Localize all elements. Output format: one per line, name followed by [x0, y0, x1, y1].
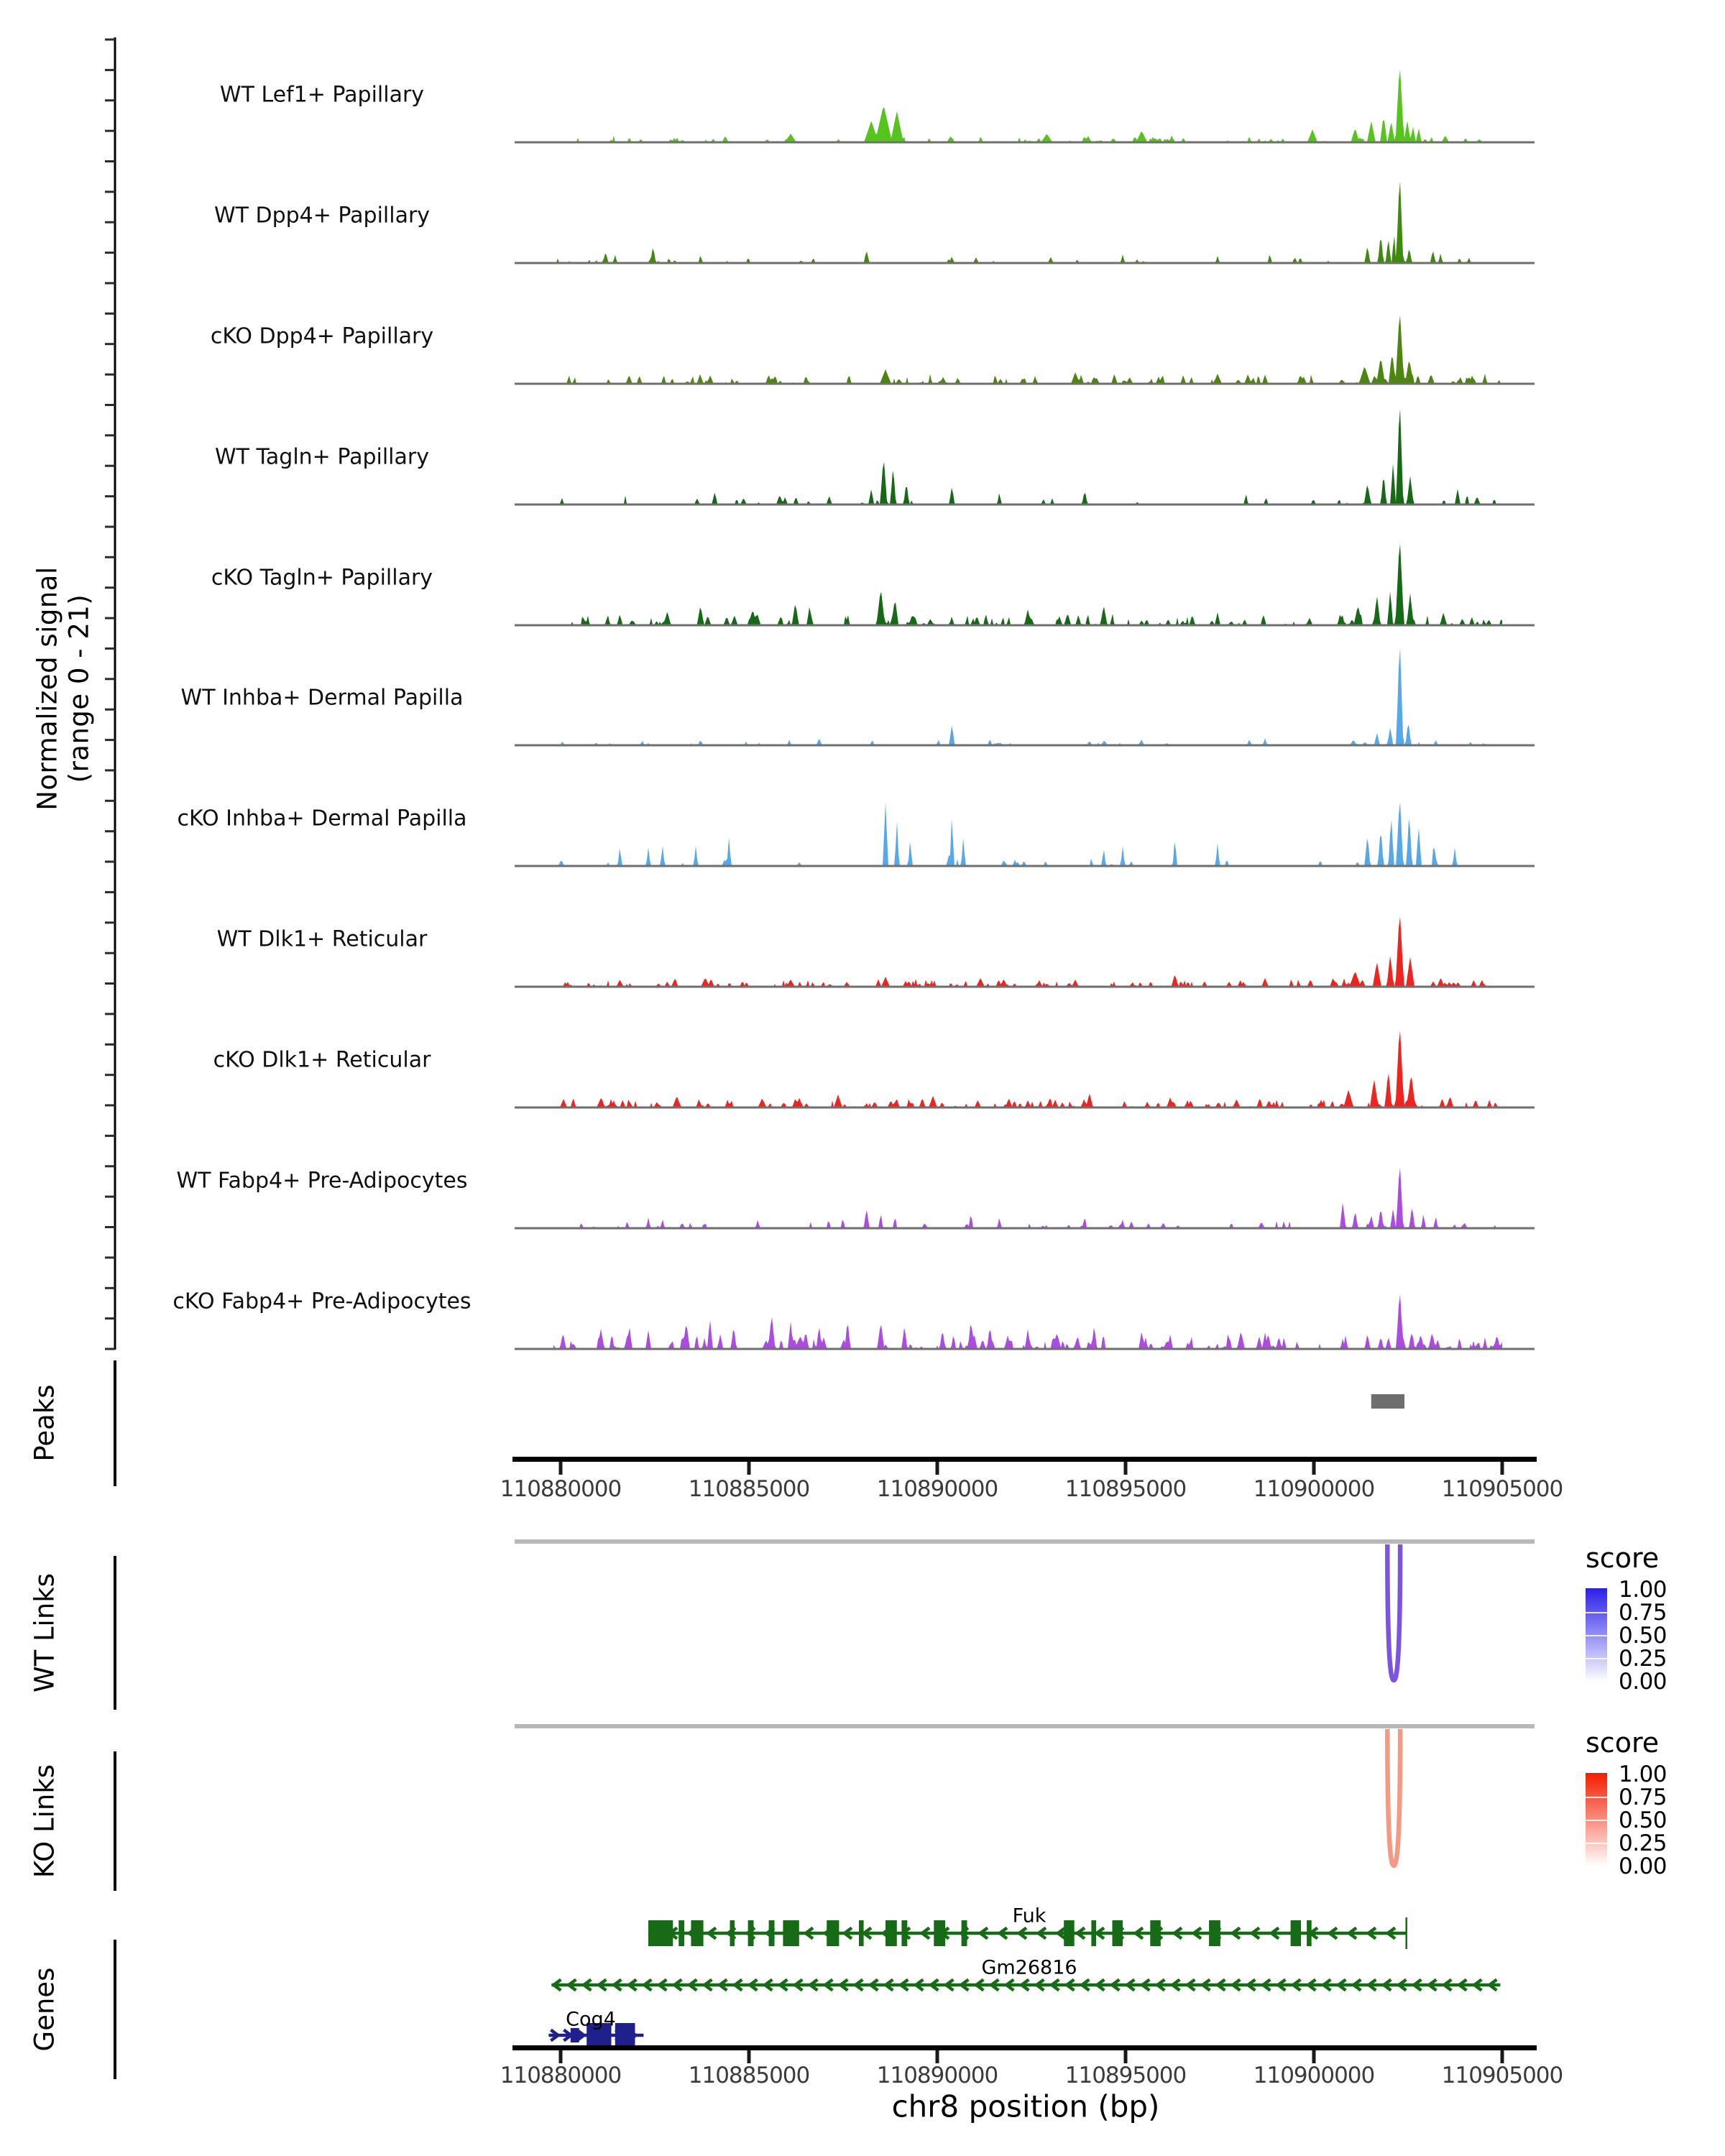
wt-score-tick-4: 0.00 [1619, 1669, 1668, 1695]
track-label-wt-dpp4: WT Dpp4+ Papillary [213, 203, 431, 229]
gene-label-fuk: Fuk [1012, 1904, 1046, 1927]
wt-score-tick-0: 1.00 [1619, 1577, 1668, 1603]
y-axis-label [32, 566, 94, 811]
xaxis2-tick-0: 110880000 [500, 2063, 622, 2088]
wt-score-tick-1: 0.75 [1619, 1600, 1668, 1626]
ko-score-tick-4: 0.00 [1619, 1853, 1668, 1879]
track-label-cko-fabp4: cKO Fabp4+ Pre-Adipocytes [172, 1289, 472, 1314]
ko-score-tick-0: 1.00 [1619, 1761, 1668, 1787]
track-label-wt-fabp4: WT Fabp4+ Pre-Adipocytes [176, 1168, 468, 1194]
section-label-ko-links: KO Links [29, 1764, 60, 1879]
ko-score-tick-1: 0.75 [1619, 1784, 1668, 1810]
gene-label-cog4: Cog4 [566, 2008, 616, 2031]
y-axis-label-line1: Normalized signal [32, 566, 63, 811]
section-label-wt-links: WT Links [29, 1573, 60, 1692]
track-label-cko-inhba: cKO Inhba+ Dermal Papilla [177, 806, 467, 831]
xaxis2-tick-5: 110905000 [1441, 2063, 1563, 2088]
xaxis2-tick-4: 110900000 [1253, 2063, 1375, 2088]
xaxis1-tick-4: 110900000 [1253, 1476, 1375, 1502]
section-label-peaks: Peaks [29, 1384, 60, 1462]
gene-label-gm26816: Gm26816 [981, 1956, 1077, 1979]
xaxis1-tick-1: 110885000 [688, 1476, 810, 1502]
xaxis1-tick-2: 110890000 [876, 1476, 998, 1502]
ko-score-tick-2: 0.50 [1619, 1807, 1668, 1833]
track-label-wt-tagln: WT Tagln+ Papillary [215, 444, 429, 470]
section-label-genes: Genes [29, 1967, 60, 2052]
track-label-cko-tagln: cKO Tagln+ Papillary [211, 565, 433, 591]
xaxis1-tick-5: 110905000 [1441, 1476, 1563, 1502]
wt-score-tick-2: 0.50 [1619, 1623, 1668, 1649]
xaxis1-tick-3: 110895000 [1064, 1476, 1187, 1502]
xaxis2-tick-3: 110895000 [1064, 2063, 1187, 2088]
wt-score-tick-3: 0.25 [1619, 1646, 1668, 1672]
track-label-wt-inhba: WT Inhba+ Dermal Papilla [180, 685, 464, 711]
track-label-cko-dpp4: cKO Dpp4+ Papillary [210, 323, 434, 349]
xaxis2-tick-1: 110885000 [688, 2063, 810, 2088]
x-axis-title: chr8 position (bp) [891, 2088, 1160, 2124]
xaxis1-tick-0: 110880000 [500, 1476, 622, 1502]
ko-score-tick-3: 0.25 [1619, 1830, 1668, 1856]
xaxis2-tick-2: 110890000 [876, 2063, 998, 2088]
y-axis-label-line2: (range 0 - 21) [63, 594, 94, 783]
wt-score-legend-title: score [1586, 1542, 1660, 1574]
track-label-cko-dlk1: cKO Dlk1+ Reticular [213, 1047, 431, 1073]
track-label-wt-dlk1: WT Dlk1+ Reticular [216, 926, 428, 952]
ko-score-legend-title: score [1586, 1727, 1660, 1759]
track-label-wt-lef1: WT Lef1+ Papillary [219, 82, 425, 108]
